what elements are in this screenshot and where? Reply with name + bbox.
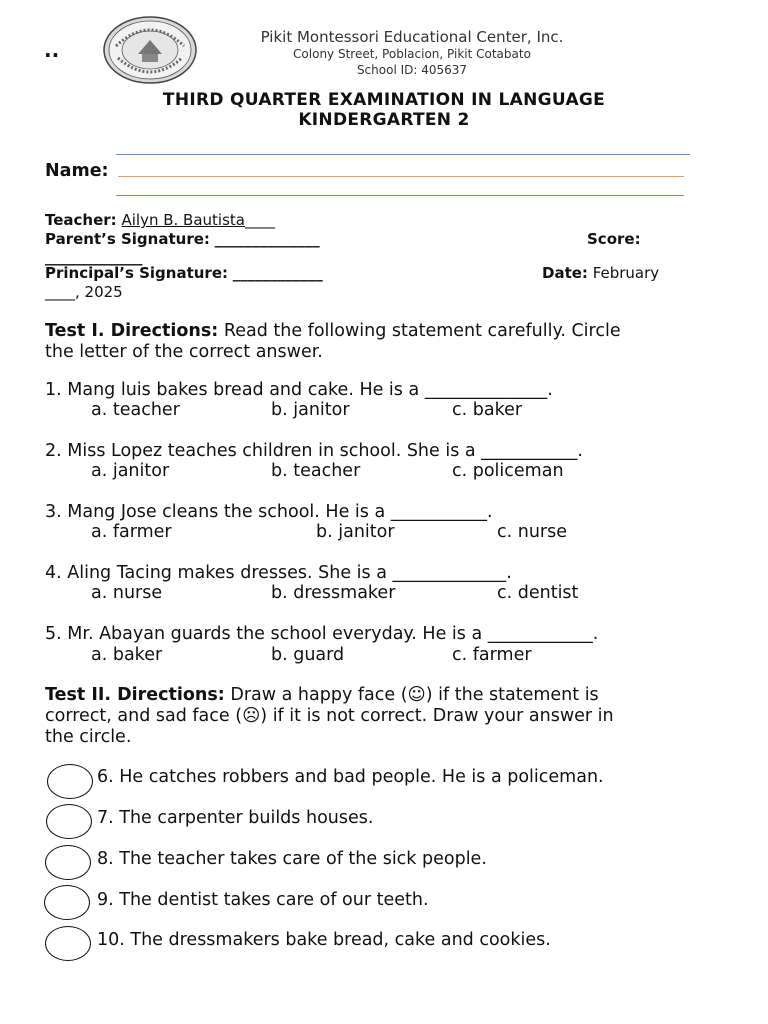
school-address: Colony Street, Poblacion, Pikit Cotabato (293, 47, 531, 61)
test1-heading: Test I. Directions: (45, 321, 219, 341)
statement-10: 10. The dressmakers bake bread, cake and cookies. (97, 930, 551, 950)
name-label: Name: (45, 161, 109, 181)
school-id: School ID: 405637 (356, 63, 468, 77)
q5-option-c[interactable]: c. farmer (452, 645, 532, 665)
header-dots: .. (44, 38, 60, 62)
question-3: 3. Mang Jose cleans the school. He is a ___________. (45, 502, 493, 522)
q1-option-a[interactable]: a. teacher (91, 400, 180, 420)
q2-option-c[interactable]: c. policeman (452, 461, 564, 481)
q2-option-b[interactable]: b. teacher (271, 461, 361, 481)
q3-option-b[interactable]: b. janitor (316, 522, 395, 542)
q2-option-a[interactable]: a. janitor (91, 461, 170, 481)
q3-option-c[interactable]: c. nurse (497, 522, 568, 542)
answer-circle-6[interactable] (47, 764, 93, 799)
question-2: 2. Miss Lopez teaches children in school. She is a ___________. (45, 441, 583, 461)
statement-9: 9. The dentist takes care of our teeth. (97, 890, 429, 910)
date-label: Date: (542, 264, 588, 282)
test1-directions-text: Read the following statement carefully. Circle (223, 321, 621, 341)
statement-6: 6. He catches robbers and bad people. He is a policeman. (97, 767, 604, 787)
test2-directions (45, 685, 599, 705)
date-value: February (592, 264, 660, 282)
principal-signature-blank[interactable]: ____________ (232, 264, 323, 282)
exam-title-line1: THIRD QUARTER EXAMINATION IN LANGUAGE (162, 90, 606, 110)
question-1: 1. Mang luis bakes bread and cake. He is a ______________. (45, 380, 553, 400)
name-bottom-line (116, 195, 684, 196)
name-field-line[interactable] (118, 176, 684, 177)
teacher-name: Ailyn B. Bautista (121, 211, 245, 229)
q4-option-a[interactable]: a. nurse (91, 583, 163, 603)
school-name: Pikit Montessori Educational Center, Inc. (260, 28, 564, 46)
q4-option-c[interactable]: c. dentist (497, 583, 579, 603)
q5-option-b[interactable]: b. guard (271, 645, 345, 665)
test1-directions (45, 321, 621, 341)
parent-signature-label: Parent’s Signature: (45, 230, 210, 248)
question-4: 4. Aling Tacing makes dresses. She is a _____________. (45, 563, 512, 583)
q4-option-b[interactable]: b. dressmaker (271, 583, 396, 603)
test1-directions-line2: the letter of the correct answer. (45, 342, 323, 362)
name-top-line (116, 154, 690, 155)
q1-option-b[interactable]: b. janitor (271, 400, 350, 420)
school-seal-icon (102, 16, 198, 84)
teacher-label: Teacher: (45, 211, 117, 229)
statement-8: 8. The teacher takes care of the sick people. (97, 849, 487, 869)
q5-option-a[interactable]: a. baker (91, 645, 163, 665)
test2-directions-line2: correct, and sad face (☹) if it is not correct. Draw your answer in (45, 706, 614, 726)
date-row (542, 264, 659, 282)
question-5: 5. Mr. Abayan guards the school everyday. He is a ____________. (45, 624, 599, 644)
date-year[interactable]: ____, 2025 (45, 283, 123, 301)
principal-signature-row (45, 264, 323, 282)
teacher-row (45, 211, 275, 229)
q1-option-c[interactable]: c. baker (452, 400, 523, 420)
test2-heading: Test II. Directions: (45, 685, 225, 705)
parent-signature-blank[interactable]: ______________ (214, 230, 320, 248)
answer-circle-7[interactable] (46, 804, 92, 839)
statement-7: 7. The carpenter builds houses. (97, 808, 374, 828)
exam-title-line2: KINDERGARTEN 2 (298, 110, 470, 130)
test2-directions-text: Draw a happy face (☺) if the statement is (230, 685, 599, 705)
answer-circle-8[interactable] (45, 845, 91, 880)
test2-directions-line3: the circle. (45, 727, 132, 747)
answer-circle-10[interactable] (45, 926, 91, 961)
answer-circle-9[interactable] (44, 885, 90, 920)
teacher-blank: ____ (244, 211, 275, 229)
school-logo (102, 16, 198, 84)
parent-signature-row (45, 230, 320, 248)
q3-option-a[interactable]: a. farmer (91, 522, 172, 542)
score-label: Score: (587, 230, 641, 248)
score-blank[interactable]: _____________ (45, 248, 143, 266)
principal-signature-label: Principal’s Signature: (45, 264, 228, 282)
